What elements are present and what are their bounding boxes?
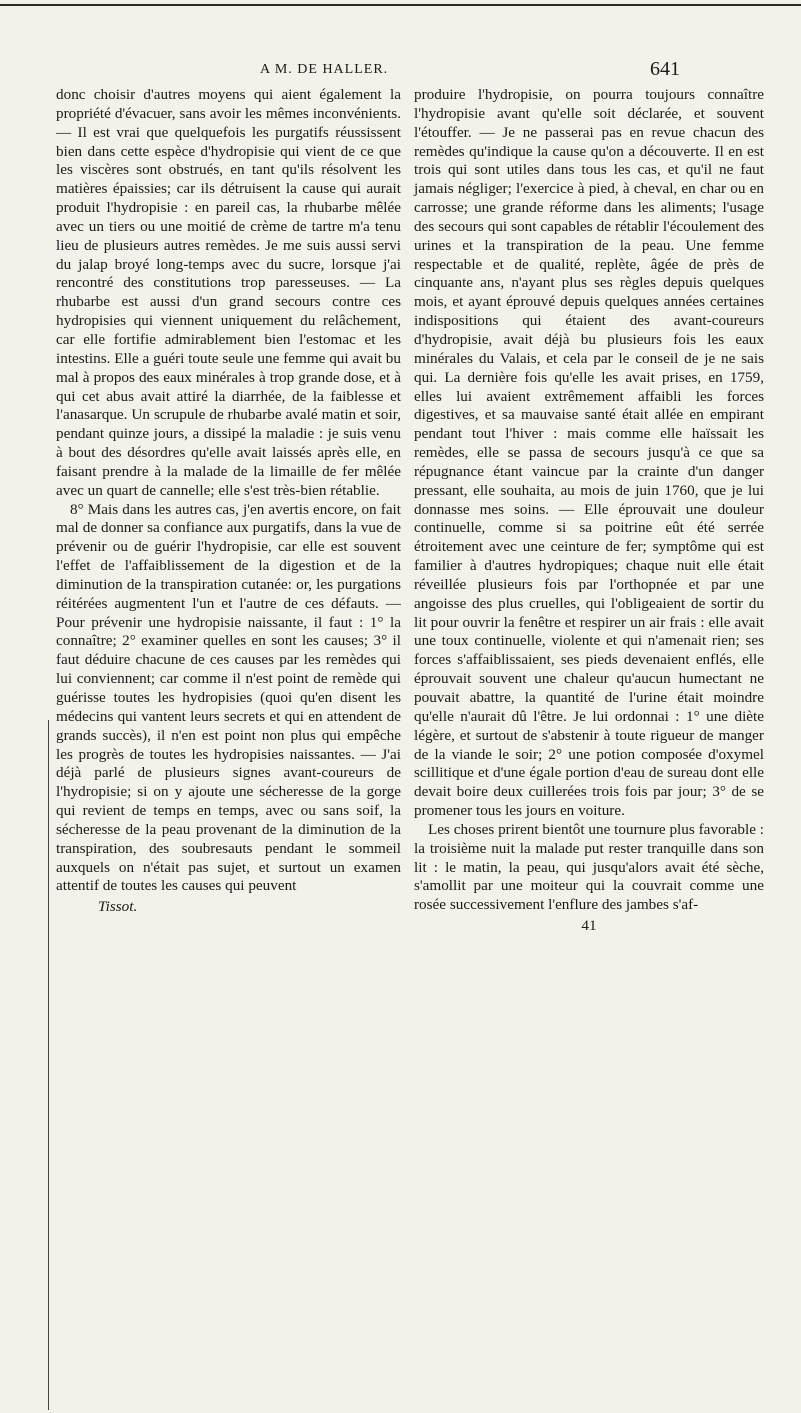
author-signature: Tissot. <box>98 898 138 916</box>
page-number: 641 <box>650 58 680 80</box>
left-column <box>56 86 401 917</box>
right-paragraph-2: Les choses prirent bientôt une tournure plus favorable : la troisième nuit la malade put rester tranquille dans son lit : le matin, la peau, qui jusqu'alors avait été sèche, s'amollit par une moiteur qui la couvrait comme une rosée successivement l'enflure des jambes s'af- <box>414 820 764 914</box>
top-rule <box>0 4 801 6</box>
right-column <box>414 86 764 936</box>
left-paragraph-2: 8° Mais dans les autres cas, j'en avertis encore, on fait mal de donner sa confiance aux purgatifs, dans la vue de prévenir ou de guérir l'hydropisie, car elle est souvent l'effet de l'affaiblissement de la digestion et de la diminution de la transpiration cutanée: or, les purgations réitérées augmentent l'un et l'autre de ces défauts. — Pour prévenir une hydropisie naissante, il faut : 1° la connaître; 2° examiner quelles en sont les causes; 3° il faut déduire chacune de ces causes par les remèdes qui lui conviennent; car comme il n'est point de remède qui guérisse toutes les hydropisies (quoi qu'en disent les médecins qui vantent leurs secrets et qui en attendent de grands succès), il n'en est point non plus qui empêche les progrès de toutes les hydropisies naissantes. — J'ai déjà parlé de plusieurs signes avant-coureurs de l'hydropisie; si on y ajoute une sécheresse de la gorge qui revient de temps en temps, avec ou sans soif, la sécheresse de la peau provenant de la diminution de la transpiration, des soubresauts pendant le sommeil auxquels on n'était pas sujet, et surtout un examen attentif de toutes les causes qui peuvent <box>56 500 401 895</box>
left-paragraph-1: donc choisir d'autres moyens qui aient également la propriété d'évacuer, sans avoir les mêmes inconvénients. — Il est vrai que quelquefois les purgatifs réussissent bien dans cette espèce d'hydropisie qui vient de ce que les viscères sont obstrués, en tant qu'ils résolvent les matières épaissies; car ils détruisent la cause qui aurait produit l'hydropisie : en pareil cas, la rhubarbe mêlée avec un tiers ou une moitié de crème de tartre m'a tenu lieu de plusieurs autres remèdes. Je me suis aussi servi du jalap broyé long-temps avec du sucre, lorsque j'ai rencontré des constitutions trop paresseuses. — La rhubarbe est aussi d'un grand secours contre ces hydropisies qui viennent uniquement du relâchement, car elle fortifie admirablement bien l'estomac et les intestins. Elle a guéri toute seule une femme qui avait bu mal à propos des eaux minérales à trop grande dose, et à qui cet abus avait attiré la diarrhée, de la faiblesse et l'anasarque. Un scrupule de rhubarbe avalé matin et soir, pendant quinze jours, a dissipé la maladie : je suis venu à bout des désordres qu'elle avait laissés après elle, en faisant prendre à la malade de la limaille de fer mêlée avec un quart de cannelle; elle s'est très-bien rétablie. <box>56 86 401 499</box>
running-title: A M. DE HALLER. <box>260 62 389 77</box>
right-paragraph-1: produire l'hydropisie, on pourra toujours connaître l'hydropisie avant qu'elle soit déclarée, et souvent l'étouffer. — Je ne passerai pas en revue chacun des remèdes qu'indique la cause qu'on a découverte. Il en est trois qui sont utiles dans tous les cas, et qu'il ne faut jamais négliger; l'exercice à pied, à cheval, en char ou en carrosse; une grande réforme dans les aliments; l'usage des secours qui sont capables de rétablir l'écoulement des urines et la transpiration de la peau. Une femme respectable et de qualité, replète, âgée de près de cinquante ans, n'ayant plus ses règles depuis quelques mois, et ayant éprouvé depuis quelques années certaines indispositions qui étaient des avant-coureurs d'hydropisie, avait déjà bu plusieurs fois les eaux minérales du Valais, et cela par le conseil de je ne sais qui. La dernière fois qu'elle les avait prises, en 1759, elles lui avaient extrêmement affaibli les forces digestives, et sa mauvaise santé était allée en empirant pendant tout l'hiver : mais comme elle haïssait les remèdes, elle se passa de secours jusqu'à ce que sa répugnance étant vaincue par la crainte d'un danger pressant, elle souhaita, au mois de juin 1760, que je lui donnasse mes soins. — Elle éprouvait une douleur continuelle, comme si sa poitrine eût été serrée étroitement avec une ceinture de fer; symptôme qui est familier à d'autres hydropiques; chaque nuit elle était réveillée plusieurs fois par l'orthopnée et par une angoisse des plus cruelles, qui l'obligeaient de sortir du lit pour ouvrir la fenêtre et respirer un air frais : elle avait une toux continuelle, violente et qui n'amenait rien; ses forces s'affaiblissaient, ses pieds devenaient enflés, elle éprouvait souvent une chaleur qu'aucun humectant ne pouvait abattre, la quantité de l'urine était moindre qu'elle n'aurait dû l'être. Je lui ordonnai : 1° une diète légère, et surtout de s'abstenir à toute rigueur de manger de la viande le soir; 2° une potion composée d'oxymel scillitique et d'une égale portion d'eau de sureau dont elle devait boire deux cuillerées trois fois par jour; 3° de se promener tous les jours en voiture. <box>414 86 764 820</box>
sheet-signature: 41 <box>581 917 597 935</box>
left-margin-rule <box>48 720 49 1410</box>
